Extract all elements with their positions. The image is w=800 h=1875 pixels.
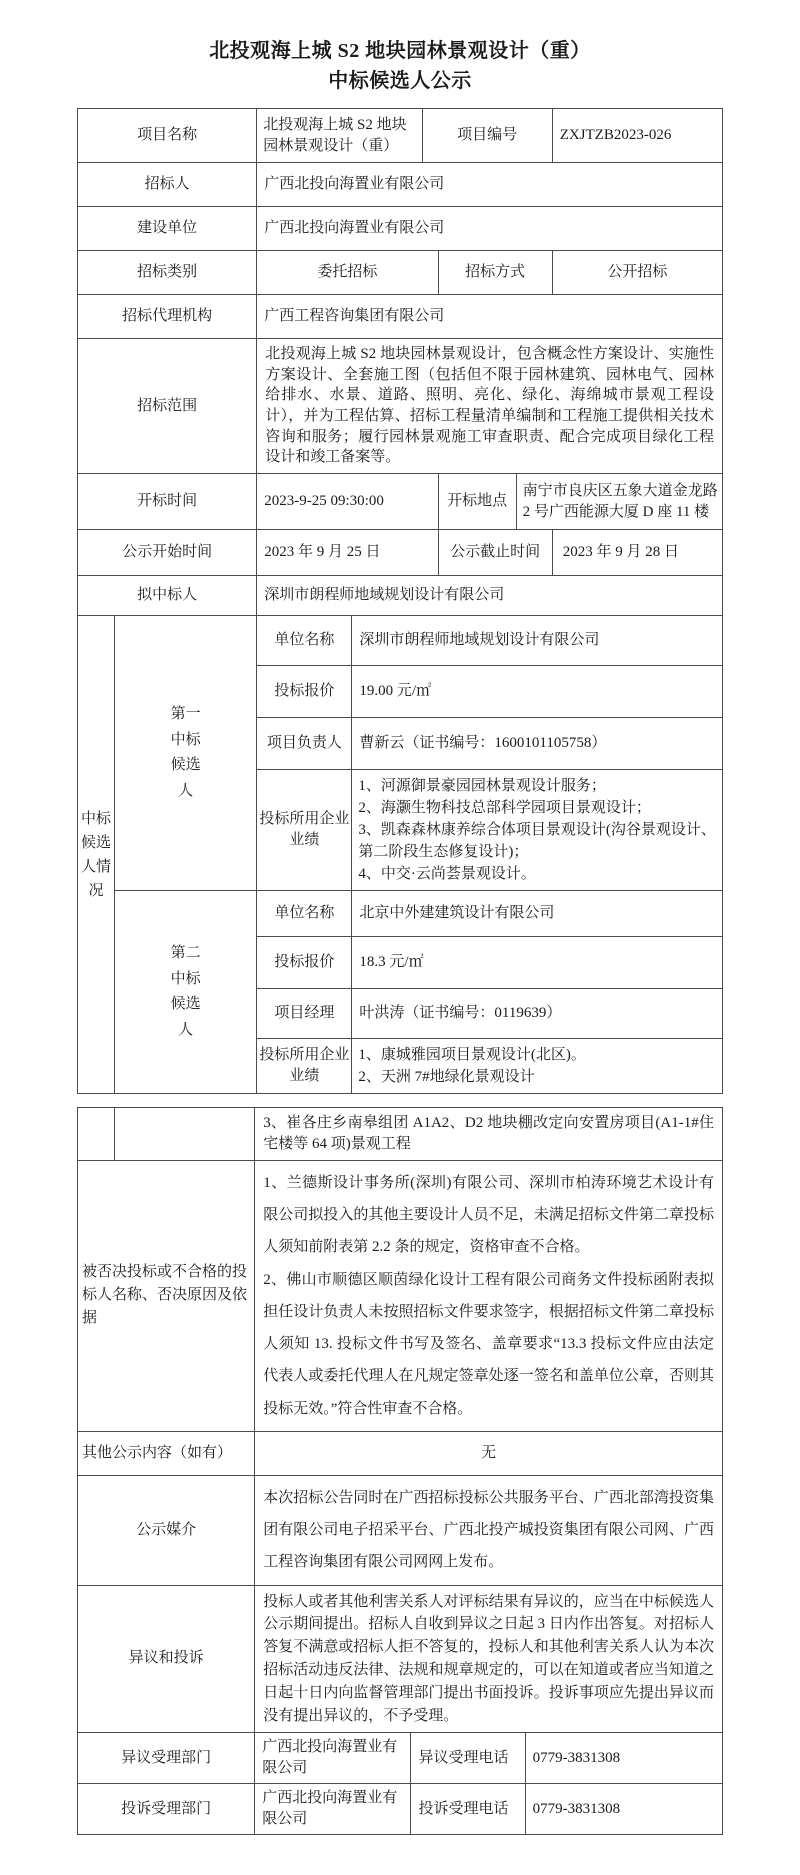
first-candidate-price-label: 投标报价 <box>257 666 352 718</box>
publicity-media-label: 公示媒介 <box>78 1475 255 1585</box>
second-candidate-unit-label: 单位名称 <box>257 891 352 937</box>
complaint-phone-label: 投诉受理电话 <box>411 1784 525 1835</box>
tender-scope-value: 北投观海上城 S2 地块园林景观设计，包含概念性方案设计、实施性方案设计、全套施工图（包括但不限于园林建筑、园林电气、园林给排水、水景、道路、照明、亮化、绿化、海绵城市景观工程设计），并为工程估算、招标工程量清单编制和工程施工提供相关技术咨询和服务；履行园林景观施工审查职责、配合完成项目绿化工程设计和竣工备案等。 <box>257 339 723 474</box>
first-candidate-leader-value: 曹新云（证书编号：1600101105758） <box>352 718 723 770</box>
second-candidate-manager-value: 叶洪涛（证书编号：0119639） <box>352 989 723 1039</box>
document-title <box>0 36 800 96</box>
bid-opening-time-value: 2023-9-25 09:30:00 <box>257 474 438 530</box>
objection-dept-value: 广西北投向海置业有限公司 <box>255 1733 411 1784</box>
title-line-2: 中标候选人公示 <box>328 70 472 92</box>
second-candidate-rank-label <box>115 891 257 1094</box>
objection-dept-label: 异议受理部门 <box>78 1733 255 1784</box>
second-candidate-price-label: 投标报价 <box>257 937 352 989</box>
proposed-winner-label: 拟中标人 <box>78 576 257 616</box>
tender-method-value: 公开招标 <box>552 251 722 295</box>
objection-phone-value: 0779-3831308 <box>525 1733 722 1784</box>
candidates-section-label-text: 中标候选人情况 <box>81 810 112 899</box>
publicity-end-value: 2023 年 9 月 28 日 <box>552 530 722 576</box>
publicity-media-value: 本次招标公告同时在广西招标投标公共服务平台、广西北部湾投资集团有限公司电子招采平台、广西北投产城投资集团有限公司网、广西工程咨询集团有限公司网网上发布。 <box>255 1475 723 1585</box>
candidates-section-label <box>78 616 115 1094</box>
publicity-end-label: 公示截止时间 <box>438 530 552 576</box>
rejected-item: 1、兰德斯设计事务所(深圳)有限公司、深圳市柏涛环境艺术设计有限公司拟投入的其他主要设计人员不足，未满足招标文件第二章投标人须知前附表第 2.2 条的规定，资格审查不合格。 <box>263 1174 714 1256</box>
second-candidate-performance-value <box>352 1039 723 1094</box>
second-candidate-price-value: 18.3 元/㎡ <box>352 937 723 989</box>
bid-opening-place-value: 南宁市良庆区五象大道金龙路 2 号广西能源大厦 D 座 11 楼 <box>516 474 722 530</box>
performance-line: 1、河源御景豪园园林景观设计服务； <box>358 778 606 795</box>
project-name-label: 项目名称 <box>78 109 257 163</box>
second-candidate-manager-label: 项目经理 <box>257 989 352 1039</box>
first-candidate-leader-label: 项目负责人 <box>257 718 352 770</box>
empty-cell <box>78 1108 115 1160</box>
empty-cell <box>115 1108 255 1160</box>
project-number-value: ZXJTZB2023-026 <box>552 109 722 163</box>
objection-complaint-value: 投标人或者其他利害关系人对评标结果有异议的，应当在中标候选人公示期间提出。招标人自收到异议之日起 3 日内作出答复。对招标人答复不满意或招标人拒不答复的，投标人和其他利害关系人认为本次招标活动违反法律、法规和规章规定的，可以在知道或者应当知道之日起十日内向监督管理部门提出书面投诉。投诉事项应先提出异议而没有提出异议的，不予受理。 <box>255 1585 723 1733</box>
publicity-start-value: 2023 年 9 月 25 日 <box>257 530 438 576</box>
objection-phone-label: 异议受理电话 <box>411 1733 525 1784</box>
complaint-phone-value: 0779-3831308 <box>525 1784 722 1835</box>
first-candidate-unit-value: 深圳市朗程师地域规划设计有限公司 <box>352 616 723 666</box>
tenderer-label: 招标人 <box>78 163 257 207</box>
first-candidate-price-value: 19.00 元/㎡ <box>352 666 723 718</box>
performance-line: 2、海灏生物科技总部科学园项目景观设计； <box>358 800 651 817</box>
rejected-bidders-label: 被否决投标或不合格的投标人名称、否决原因及依据 <box>78 1160 255 1431</box>
second-candidate-unit-value: 北京中外建建筑设计有限公司 <box>352 891 723 937</box>
tender-scope-label: 招标范围 <box>78 339 257 474</box>
tender-method-label: 招标方式 <box>438 251 552 295</box>
tenderer-value: 广西北投向海置业有限公司 <box>257 163 723 207</box>
second-candidate-performance-continued: 3、崔各庄乡南皋组团 A1A2、D2 地块棚改定向安置房项目(A1-1#住宅楼等 64 项)景观工程 <box>255 1108 723 1160</box>
construction-unit-value: 广西北投向海置业有限公司 <box>257 207 723 251</box>
bid-opening-time-label: 开标时间 <box>78 474 257 530</box>
announcement-table-continued <box>77 1107 723 1835</box>
announcement-table-main <box>77 108 723 1094</box>
first-candidate-performance-label: 投标所用企业业绩 <box>257 770 352 891</box>
performance-line: 4、中交·云尚荟景观设计。 <box>358 866 536 883</box>
second-candidate-performance-label: 投标所用企业业绩 <box>257 1039 352 1094</box>
first-candidate-rank-text: 第一中标候选人 <box>170 706 201 799</box>
agency-value: 广西工程咨询集团有限公司 <box>257 295 723 339</box>
tender-category-label: 招标类别 <box>78 251 257 295</box>
complaint-dept-value: 广西北投向海置业有限公司 <box>255 1784 411 1835</box>
title-line-1: 北投观海上城 S2 地块园林景观设计（重） <box>209 40 591 62</box>
first-candidate-rank-label <box>115 616 257 891</box>
performance-line: 2、天洲 7#地绿化景观设计 <box>358 1069 535 1086</box>
publicity-start-label: 公示开始时间 <box>78 530 257 576</box>
rejected-item: 2、佛山市顺德区顺茵绿化设计工程有限公司商务文件投标函附表拟担任设计负责人未按照招标文件要求签字，根据招标文件第二章投标人须知 13. 投标文件书写及签名、盖章要求“13.3 投标文件应由法定代表人或委托代理人在凡规定签章处逐一签名和盖单位公章，否则其投标无效。”符合性审查不合格。 <box>263 1271 714 1417</box>
project-number-label: 项目编号 <box>422 109 552 163</box>
rejected-bidders-value <box>255 1160 723 1431</box>
other-content-value: 无 <box>255 1431 723 1475</box>
construction-unit-label: 建设单位 <box>78 207 257 251</box>
performance-line: 1、康城雅园项目景观设计(北区)。 <box>358 1047 586 1064</box>
other-content-label: 其他公示内容（如有） <box>78 1431 255 1475</box>
performance-line: 3、凯森森林康养综合体项目景观设计(沟谷景观设计、第二阶段生态修复设计)； <box>358 822 716 861</box>
proposed-winner-value: 深圳市朗程师地域规划设计有限公司 <box>257 576 723 616</box>
first-candidate-performance-value <box>352 770 723 891</box>
objection-complaint-label: 异议和投诉 <box>78 1585 255 1733</box>
first-candidate-unit-label: 单位名称 <box>257 616 352 666</box>
tender-category-value: 委托招标 <box>257 251 438 295</box>
bid-opening-place-label: 开标地点 <box>438 474 516 530</box>
complaint-dept-label: 投诉受理部门 <box>78 1784 255 1835</box>
agency-label: 招标代理机构 <box>78 295 257 339</box>
project-name-value: 北投观海上城 S2 地块园林景观设计（重） <box>257 109 422 163</box>
second-candidate-rank-text: 第二中标候选人 <box>170 945 201 1038</box>
